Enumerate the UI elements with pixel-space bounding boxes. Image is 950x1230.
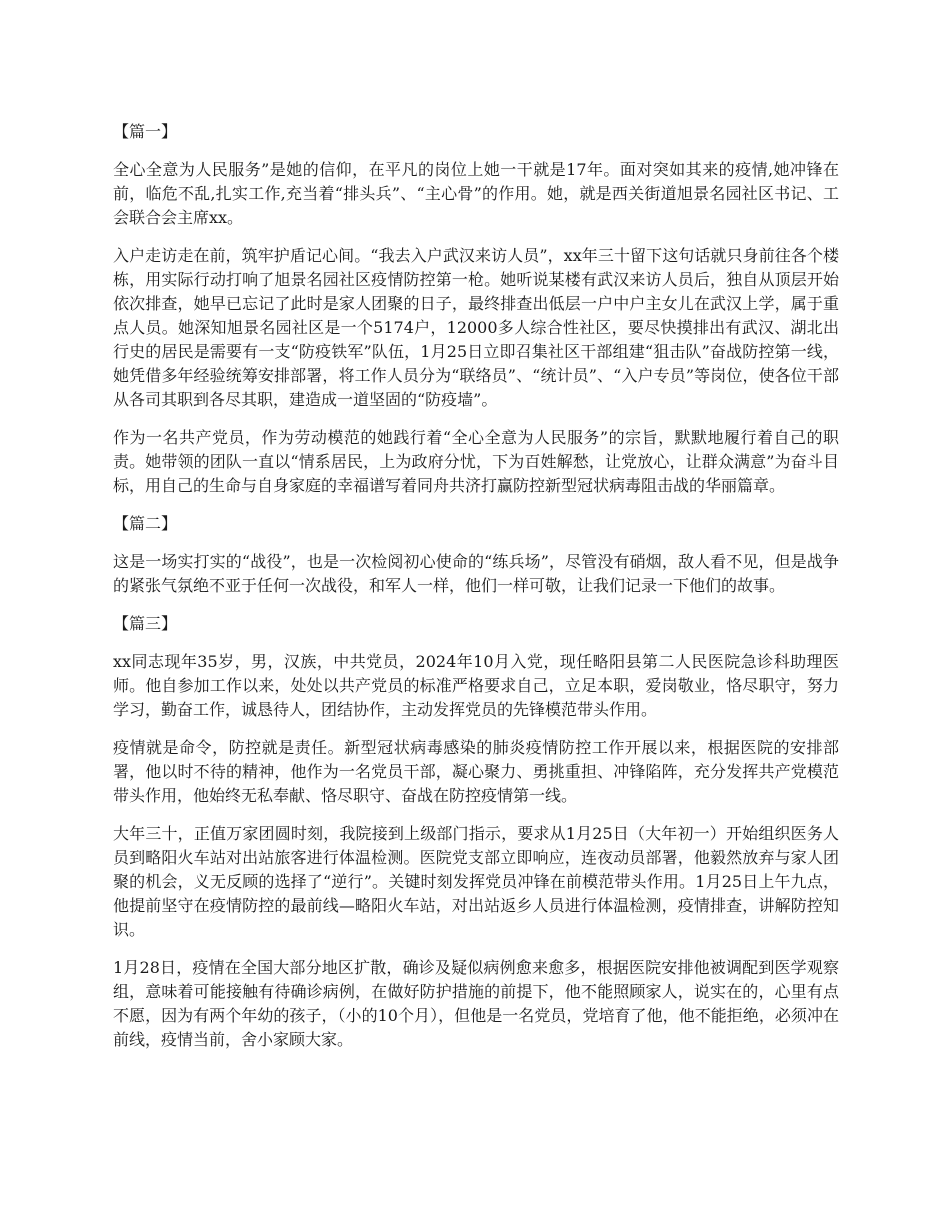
section-3: [113, 612, 839, 1052]
section-1: [113, 120, 839, 498]
document-page: [113, 120, 839, 1066]
paragraph: 疫情就是命令，防控就是责任。新型冠状病毒感染的肺炎疫情防控工作开展以来，根据医院的安排部署，他以时不待的精神，他作为一名党员干部，凝心聚力、勇挑重担、冲锋陷阵，充分发挥共产党模范带头作用，他始终无私奉献、恪尽职守、奋战在防控疫情第一线。: [113, 738, 839, 805]
paragraph: 这是一场实打实的“战役”，也是一次检阅初心使命的“练兵场”，尽管没有硝烟，敌人看不见，但是战争的紧张气氛绝不亚于任何一次战役，和军人一样，他们一样可敬，让我们记录一下他们的故事。: [113, 552, 839, 595]
paragraph: 1月28日，疫情在全国大部分地区扩散，确诊及疑似病例愈来愈多，根据医院安排他被调配到医学观察组，意味着可能接触有待确诊病例，在做好防护措施的前提下，他不能照顾家人，说实在的，心里有点不愿，因为有两个年幼的孩子，（小的10个月），但他是一名党员，党培育了他，他不能拒绝，必须冲在前线，疫情当前，舍小家顾大家。: [113, 958, 839, 1049]
section-heading: 【篇一】: [113, 122, 178, 141]
section-heading: 【篇二】: [113, 514, 178, 533]
paragraph: 入户走访走在前，筑牢护盾记心间。“我去入户武汉来访人员”，xx年三十留下这句话就只身前往各个楼栋，用实际行动打响了旭景名园社区疫情防控第一枪。她听说某楼有武汉来访人员后，独自从顶层开始依次排查，她早已忘记了此时是家人团聚的日子，最终排查出低层一户中户主女儿在武汉上学，属于重点人员。她深知旭景名园社区是一个5174户，12000多人综合性社区，要尽快摸排出有武汉、湖北出行史的居民是需要有一支“防疫铁军”队伍，1月25日立即召集社区干部组建“狙击队”奋战防控第一线，她凭借多年经验统筹安排部署，将工作人员分为“联络员”、“统计员”、“入户专员”等岗位，使各位干部从各司其职到各尽其职，建造成一道坚固的“防疫墙”。: [113, 246, 839, 409]
paragraph: 大年三十，正值万家团圆时刻，我院接到上级部门指示，要求从1月25日（大年初一）开始组织医务人员到略阳火车站对出站旅客进行体温检测。医院党支部立即响应，连夜动员部署，他毅然放弃与家人团聚的机会，义无反顾的选择了“逆行”。关键时刻发挥党员冲锋在前模范带头作用。1月25日上午九点，他提前坚守在疫情防控的最前线—略阳火车站，对出站返乡人员进行体温检测，疫情排查，讲解防控知识。: [113, 824, 839, 939]
paragraph: 作为一名共产党员，作为劳动模范的她践行着“全心全意为人民服务”的宗旨，默默地履行着自己的职责。她带领的团队一直以“情系居民，上为政府分忧，下为百姓解愁，让党放心，让群众满意”为奋斗目标，用自己的生命与自身家庭的幸福谱写着同舟共济打赢防控新型冠状病毒阻击战的华丽篇章。: [113, 428, 839, 495]
section-heading: 【篇三】: [113, 614, 178, 633]
paragraph: xx同志现年35岁，男，汉族，中共党员，2024年10月入党，现任略阳县第二人民医院急诊科助理医师。他自参加工作以来，处处以共产党员的标准严格要求自己，立足本职，爱岗敬业，恪尽职守，努力学习，勤奋工作，诚恳待人，团结协作，主动发挥党员的先锋模范带头作用。: [113, 652, 839, 719]
section-2: [113, 512, 839, 598]
paragraph: 全心全意为人民服务”是她的信仰，在平凡的岗位上她一干就是17年。面对突如其来的疫情,她冲锋在前，临危不乱,扎实工作,充当着“排头兵”、“主心骨”的作用。她，就是西关街道旭景名园社区书记、工会联合会主席xx。: [113, 160, 839, 227]
